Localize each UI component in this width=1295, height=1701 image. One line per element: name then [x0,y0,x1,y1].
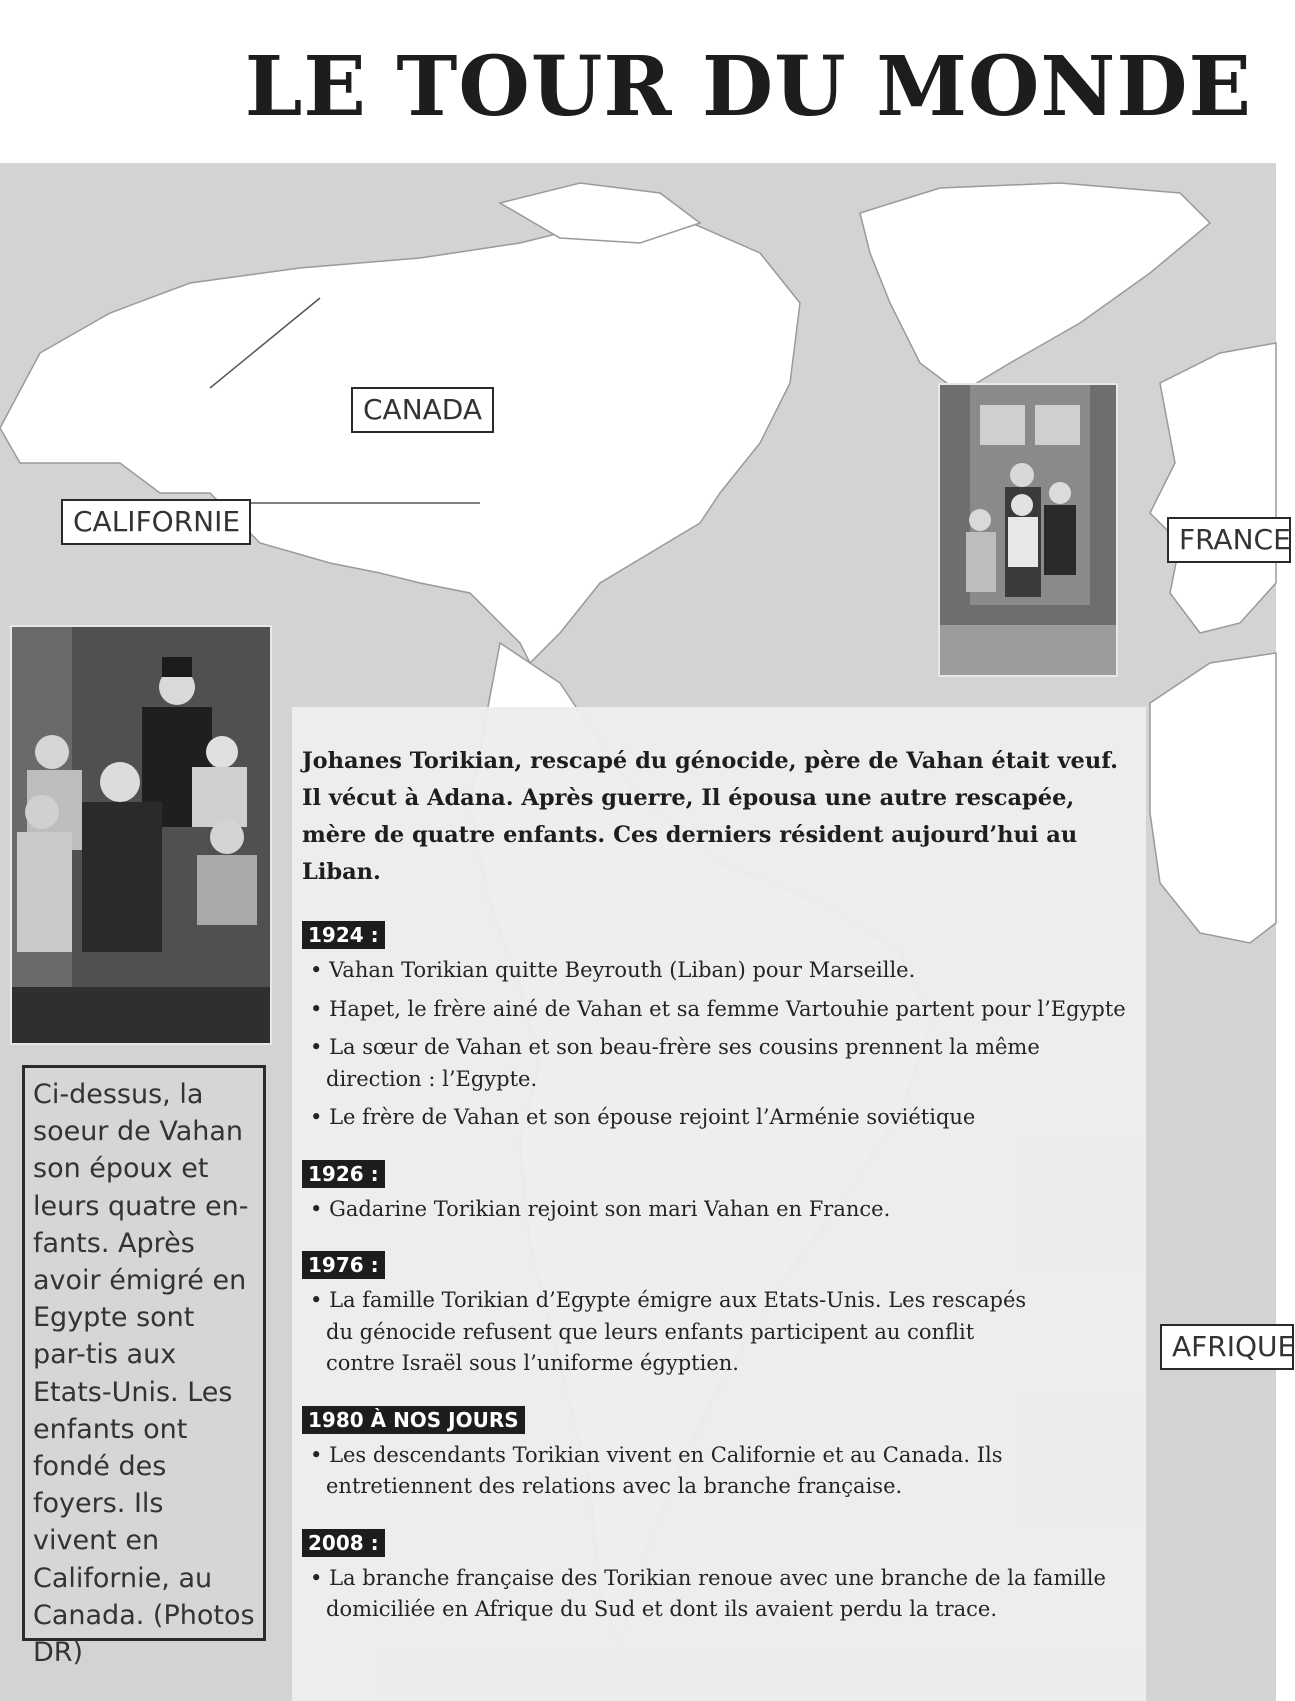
timeline-item: • Vahan Torikian quitte Beyrouth (Liban) pour Marseille. [302,955,1146,987]
photo-caption: Ci-dessus, la soeur de Vahan son époux et leurs quatre en-fants. Après avoir émigré en Egypte sont par-tis aux Etats-Unis. Les enfants ont fondé des foyers. Ils vivent en Californie, au Canada. (Photos DR) [22,1065,266,1641]
timeline-section-1926 [302,1160,1136,1226]
greenland-landmass [860,183,1210,393]
photo-sister-family [10,625,272,1045]
year-badge: 2008 : [302,1529,385,1557]
timeline-item: • La famille Torikian d’Egypte émigre aux Etats-Unis. Les rescapés du génocide refusent que leurs enfants participent au conflit contre Israël sous l’uniforme égyptien. [302,1285,1046,1380]
timeline-section-1924 [302,921,1136,1134]
label-france: FRANCE [1167,517,1291,563]
year-badge: 1980 À NOS JOURS [302,1406,525,1434]
timeline-item: • La branche française des Torikian renoue avec une branche de la famille domiciliée en Afrique du Sud et dont ils avaient perdu la trace. [302,1563,1146,1626]
timeline-panel [292,707,1146,1701]
photo-sister-family-image [12,627,270,1043]
africa-landmass [1150,653,1276,943]
timeline-section-1980 [302,1406,1136,1503]
timeline-item: • Le frère de Vahan et son épouse rejoint l’Arménie soviétique [302,1102,1146,1134]
label-californie: CALIFORNIE [61,499,251,545]
label-afrique: AFRIQUE [1160,1324,1294,1370]
year-badge: 1924 : [302,921,385,949]
timeline-item: • Gadarine Torikian rejoint son mari Vahan en France. [302,1194,1146,1226]
timeline-section-1976 [302,1251,1136,1380]
europe-landmass [1150,343,1276,633]
year-badge: 1926 : [302,1160,385,1188]
photo-family-doorway [938,383,1118,677]
timeline-item: • Hapet, le frère ainé de Vahan et sa femme Vartouhie partent pour l’Egypte [302,994,1146,1026]
intro-text: Johanes Torikian, rescapé du génocide, père de Vahan était veuf. Il vécut à Adana. Après guerre, Il épousa une autre rescapée, mère de quatre enfants. Ces derniers résident aujourd’hui au Liban. [302,748,1118,885]
photo-family-doorway-image [940,385,1116,675]
page-title: LE TOUR DU MONDE [244,39,1252,135]
north-america-landmass [0,218,800,663]
timeline-item: • Les descendants Torikian vivent en Californie et au Canada. Ils entretiennent des relations avec la branche française. [302,1440,1026,1503]
year-badge: 1976 : [302,1251,385,1279]
world-map [0,163,1295,1701]
timeline-item: • La sœur de Vahan et son beau-frère ses cousins prennent la même direction : l’Egypte. [302,1032,1086,1095]
timeline-section-2008 [302,1529,1136,1626]
label-canada: CANADA [351,387,494,433]
